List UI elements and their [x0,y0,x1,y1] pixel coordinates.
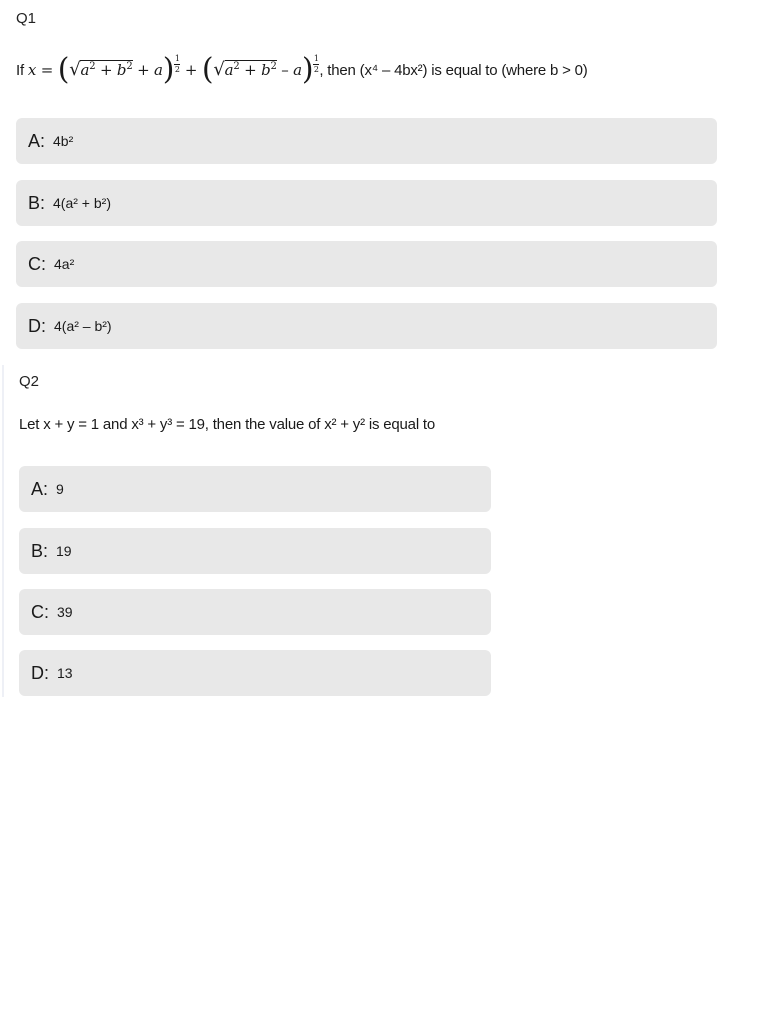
q1-option-d[interactable] [16,303,717,349]
q2-option-b[interactable] [19,528,491,574]
option-letter: B: [31,540,49,561]
option-letter: A: [31,478,49,499]
option-letter: C: [31,601,49,622]
q2-option-c[interactable] [19,589,491,635]
option-value: 9 [56,481,64,497]
option-letter: C: [28,253,46,274]
question-1-suffix: , then (x⁴ – 4bx²) is equal to (where b > 0) [319,62,588,79]
option-value: 19 [56,543,72,559]
option-letter: B: [28,192,46,213]
q2-left-accent [2,365,4,697]
option-value: 4a² [54,256,75,272]
q2-option-a[interactable] [19,466,491,512]
q1-option-a[interactable] [16,118,717,164]
option-value: 4b² [53,133,74,149]
option-value: 4(a² + b²) [53,195,111,211]
option-letter: D: [31,662,49,683]
question-1-prefix: If [16,62,24,79]
option-value: 13 [57,665,73,681]
question-2-text: Let x + y = 1 and x³ + y³ = 19, then the value of x² + y² is equal to [19,416,436,433]
option-letter: D: [28,315,46,336]
q1-option-c[interactable] [16,241,717,287]
option-letter: A: [28,130,46,151]
question-2-number: Q2 [19,373,40,390]
question-1-text [16,52,588,87]
question-1-formula: $x = (√a^2 + b^2 + a)$ $\frac{1}{2}$ + $(√a^2 + b^2 - a)$ $\frac{1}{2}$ [27,52,319,87]
option-value: 39 [57,604,73,620]
question-1-number: Q1 [16,10,37,27]
q1-option-b[interactable] [16,180,717,226]
q2-option-d[interactable] [19,650,491,696]
option-value: 4(a² – b²) [54,318,112,334]
